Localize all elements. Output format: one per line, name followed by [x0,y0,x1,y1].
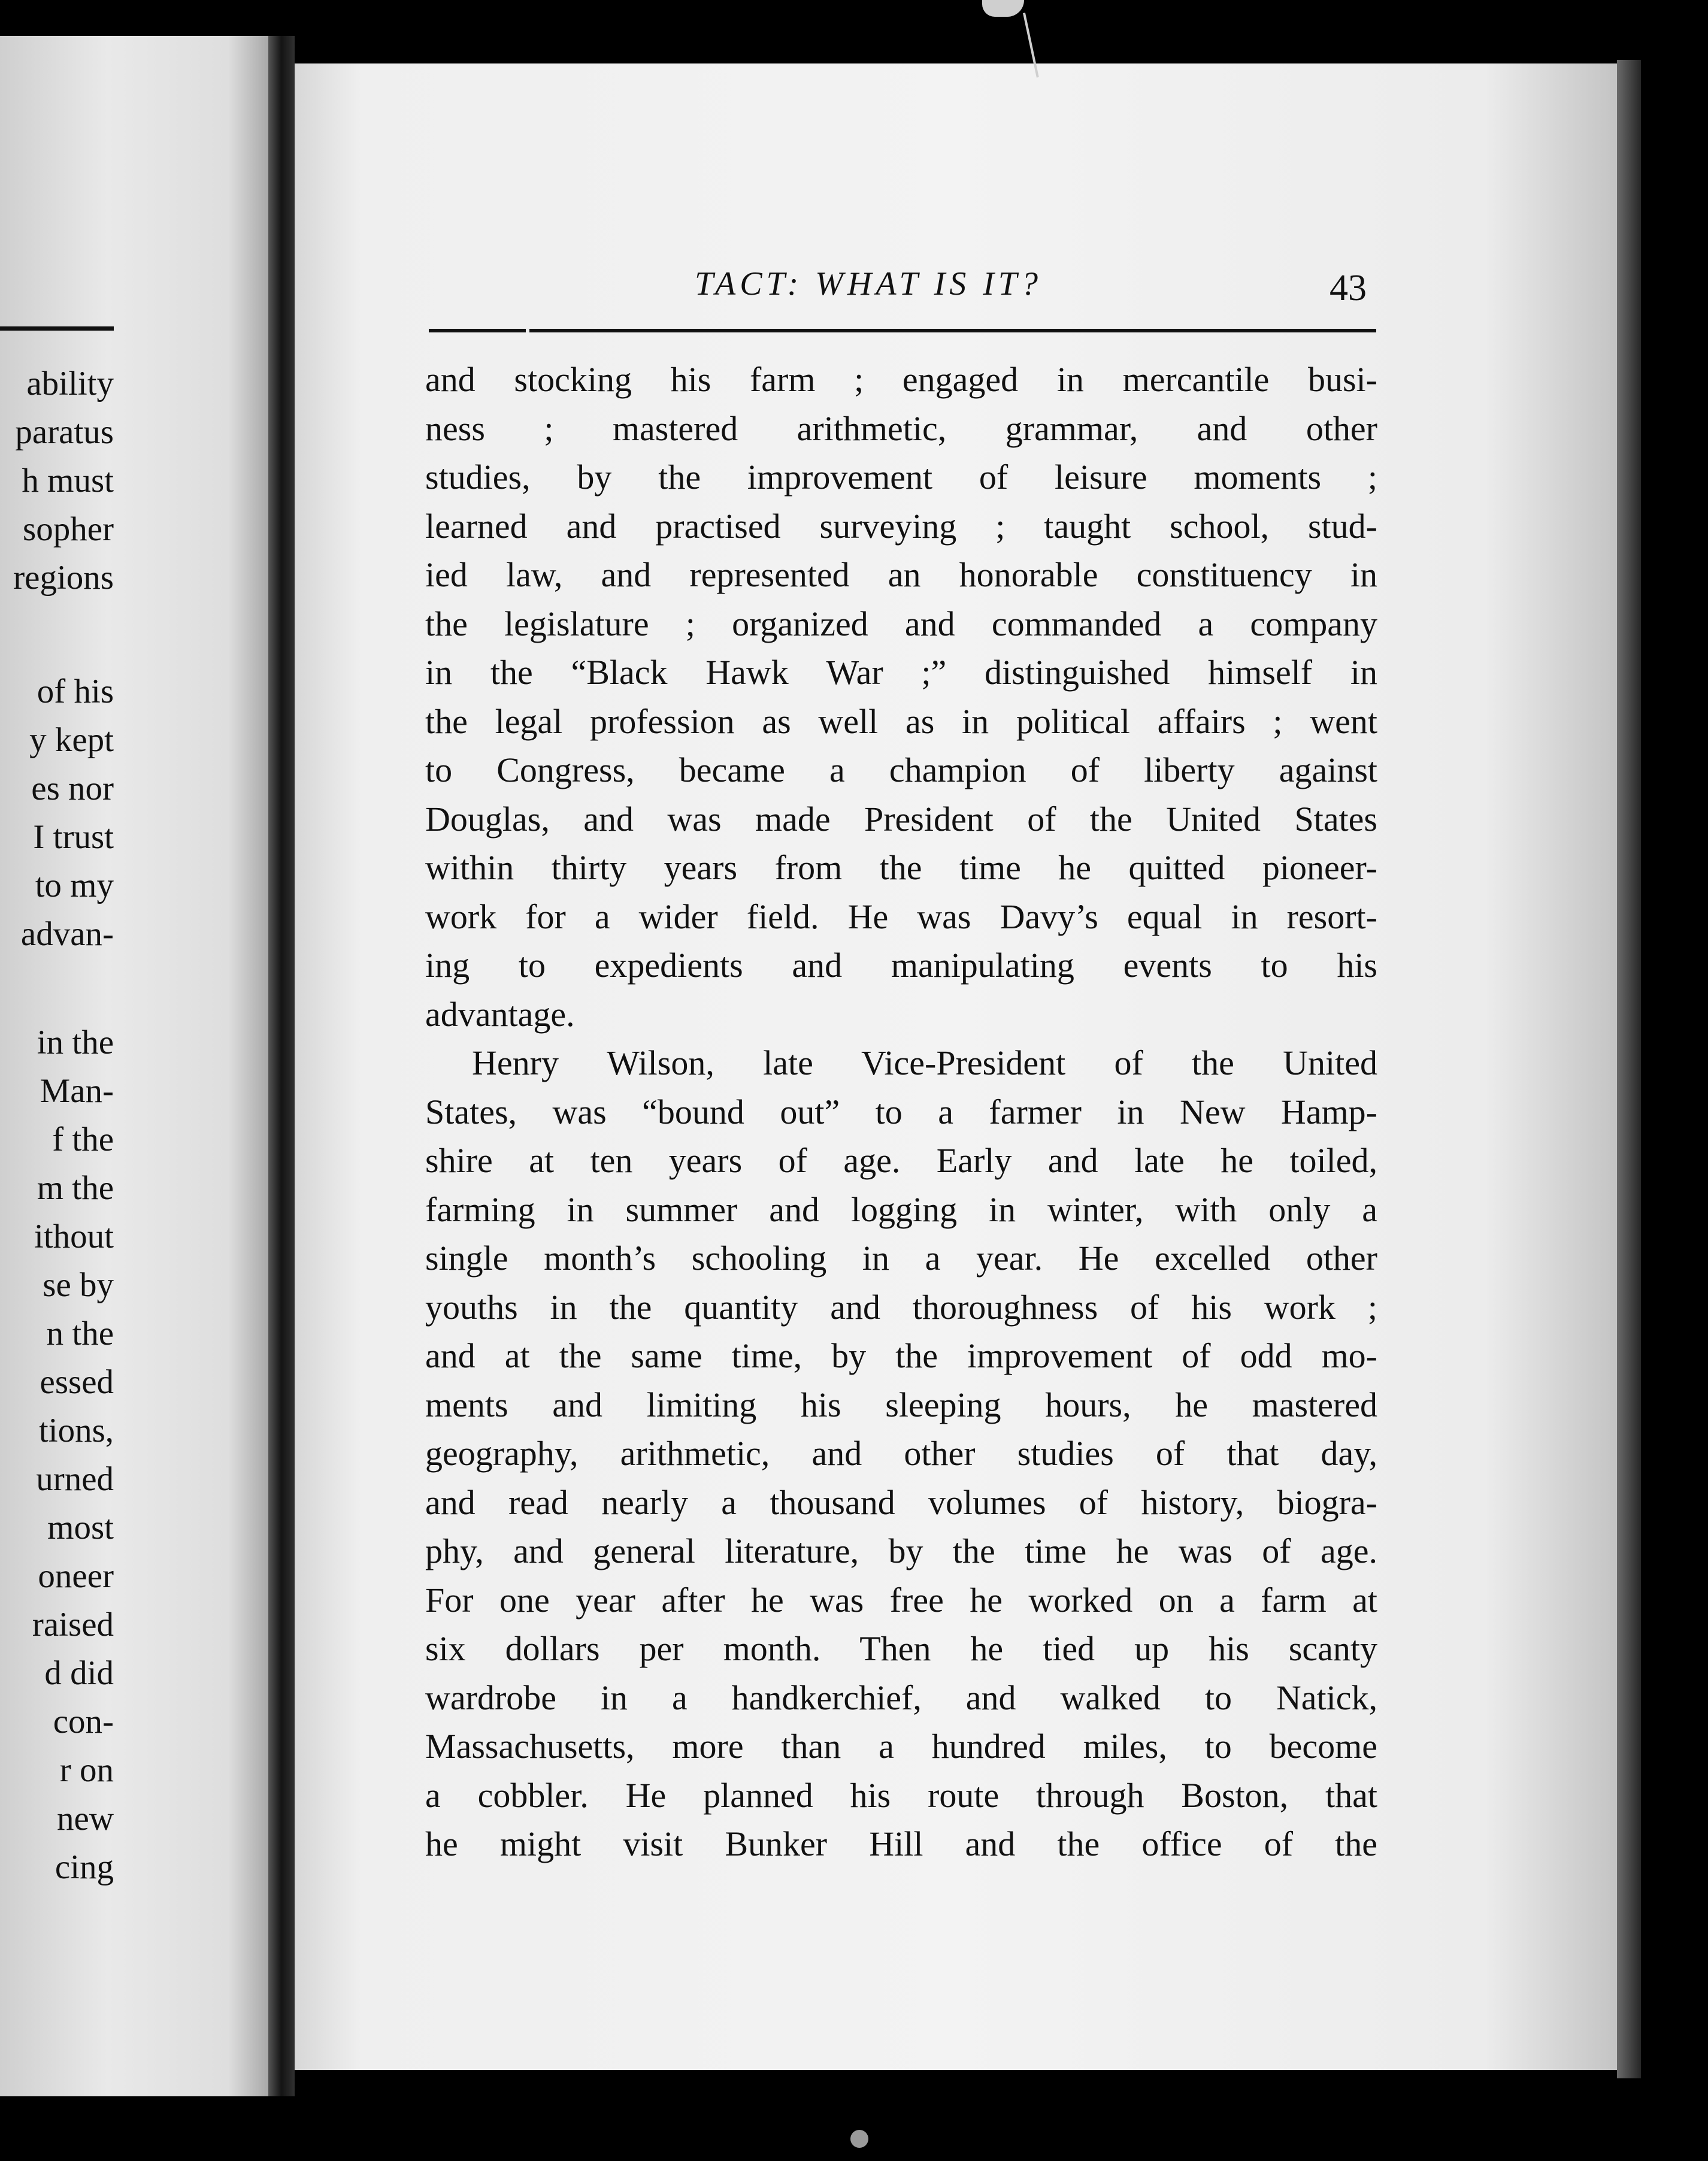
body-line: ments and limiting his sleeping hours, he mastered [425,1385,1377,1424]
body-text [425,355,1377,1869]
page-number: 43 [1330,268,1367,308]
body-line: ing to expedients and manipulating events to his [425,946,1377,985]
body-line: learned and practised surveying ; taught school, stud- [425,506,1377,546]
left-line: y kept [29,721,114,759]
body-line: Massachusetts, more than a hundred miles, to become [425,1727,1377,1766]
left-line: tions, [38,1412,114,1449]
scan-spot-mark [850,2130,868,2148]
scan-debris-mark [982,0,1024,17]
left-line: f the [52,1121,114,1158]
body-line: shire at ten years of age. Early and late he toiled, [425,1141,1377,1180]
body-line: Douglas, and was made President of the United States [425,799,1377,839]
left-line: cing [54,1848,114,1886]
left-page-rule [0,326,114,331]
body-line: within thirty years from the time he quitted pioneer- [425,848,1377,887]
body-line: a cobbler. He planned his route through Boston, that [425,1775,1377,1815]
left-line: con- [53,1703,114,1741]
body-line: farming in summer and logging in winter, with only a [425,1190,1377,1229]
body-line: to Congress, became a champion of liberty against [425,750,1377,789]
running-head: TACT: WHAT IS IT? [695,265,1043,302]
left-line: urned [36,1460,114,1498]
header-rule [429,329,1376,332]
body-line: studies, by the improvement of leisure moments ; [425,458,1377,497]
body-line: in the “Black Hawk War ;” distinguished himself in [425,653,1377,692]
left-line: n the [46,1315,114,1352]
body-line: ied law, and represented an honorable constituency in [425,555,1377,594]
book-gutter [268,36,295,2096]
left-line: in the [37,1024,114,1061]
left-line: h must [22,462,114,500]
body-line: single month’s schooling in a year. He excelled other [425,1239,1377,1278]
left-line: regions [13,559,114,597]
left-line: se by [43,1266,114,1304]
body-line: Henry Wilson, late Vice-President of the United [472,1043,1377,1082]
body-line: the legislature ; organized and commanded a company [425,604,1377,643]
body-line: States, was “bound out” to a farmer in New Hamp- [425,1092,1377,1131]
left-page-text-lower [0,1018,114,1891]
body-line: and read nearly a thousand volumes of history, biogra- [425,1482,1377,1522]
left-line: oneer [38,1557,114,1595]
left-line: I trust [33,818,114,856]
body-line: work for a wider field. He was Davy’s equal in resort- [425,897,1377,936]
body-line: ness ; mastered arithmetic, grammar, and other [425,408,1377,448]
left-line: ithout [34,1218,114,1255]
left-line: advan- [20,915,114,953]
body-line: phy, and general literature, by the time he was of age. [425,1532,1377,1570]
body-line: For one year after he was free he worked on a farm at [425,1580,1377,1620]
left-page [0,36,268,2096]
left-line: d did [44,1654,114,1692]
left-line: of his [37,673,114,710]
left-line: paratus [15,413,114,451]
left-line: sopher [23,510,114,548]
body-line: advantage. [425,994,575,1034]
body-line: he might visit Bunker Hill and the office of the [425,1824,1377,1863]
body-line: wardrobe in a handkerchief, and walked to Natick, [425,1678,1377,1717]
left-page-text-upper [0,359,114,602]
left-line: r on [59,1751,114,1789]
left-line: m the [37,1169,114,1207]
left-line: raised [32,1606,114,1644]
left-line: to my [35,867,114,904]
body-line: and at the same time, by the improvement of odd mo- [425,1336,1377,1375]
left-line: most [47,1509,114,1546]
page-edge-shadow [1617,60,1641,2078]
left-line: ability [26,365,114,402]
left-line: es nor [31,770,114,807]
left-page-text-middle [0,667,114,958]
left-line: essed [40,1363,114,1401]
body-line: six dollars per month. Then he tied up his scanty [425,1629,1377,1668]
left-line: Man- [40,1072,114,1110]
body-line: geography, arithmetic, and other studies of that day, [425,1434,1377,1473]
left-line: new [57,1800,114,1838]
header-rule-break [526,328,529,333]
body-line: and stocking his farm ; engaged in mercantile busi- [425,360,1377,399]
body-line: the legal profession as well as in political affairs ; went [425,701,1377,741]
body-line: youths in the quantity and thoroughness of his work ; [425,1287,1377,1327]
